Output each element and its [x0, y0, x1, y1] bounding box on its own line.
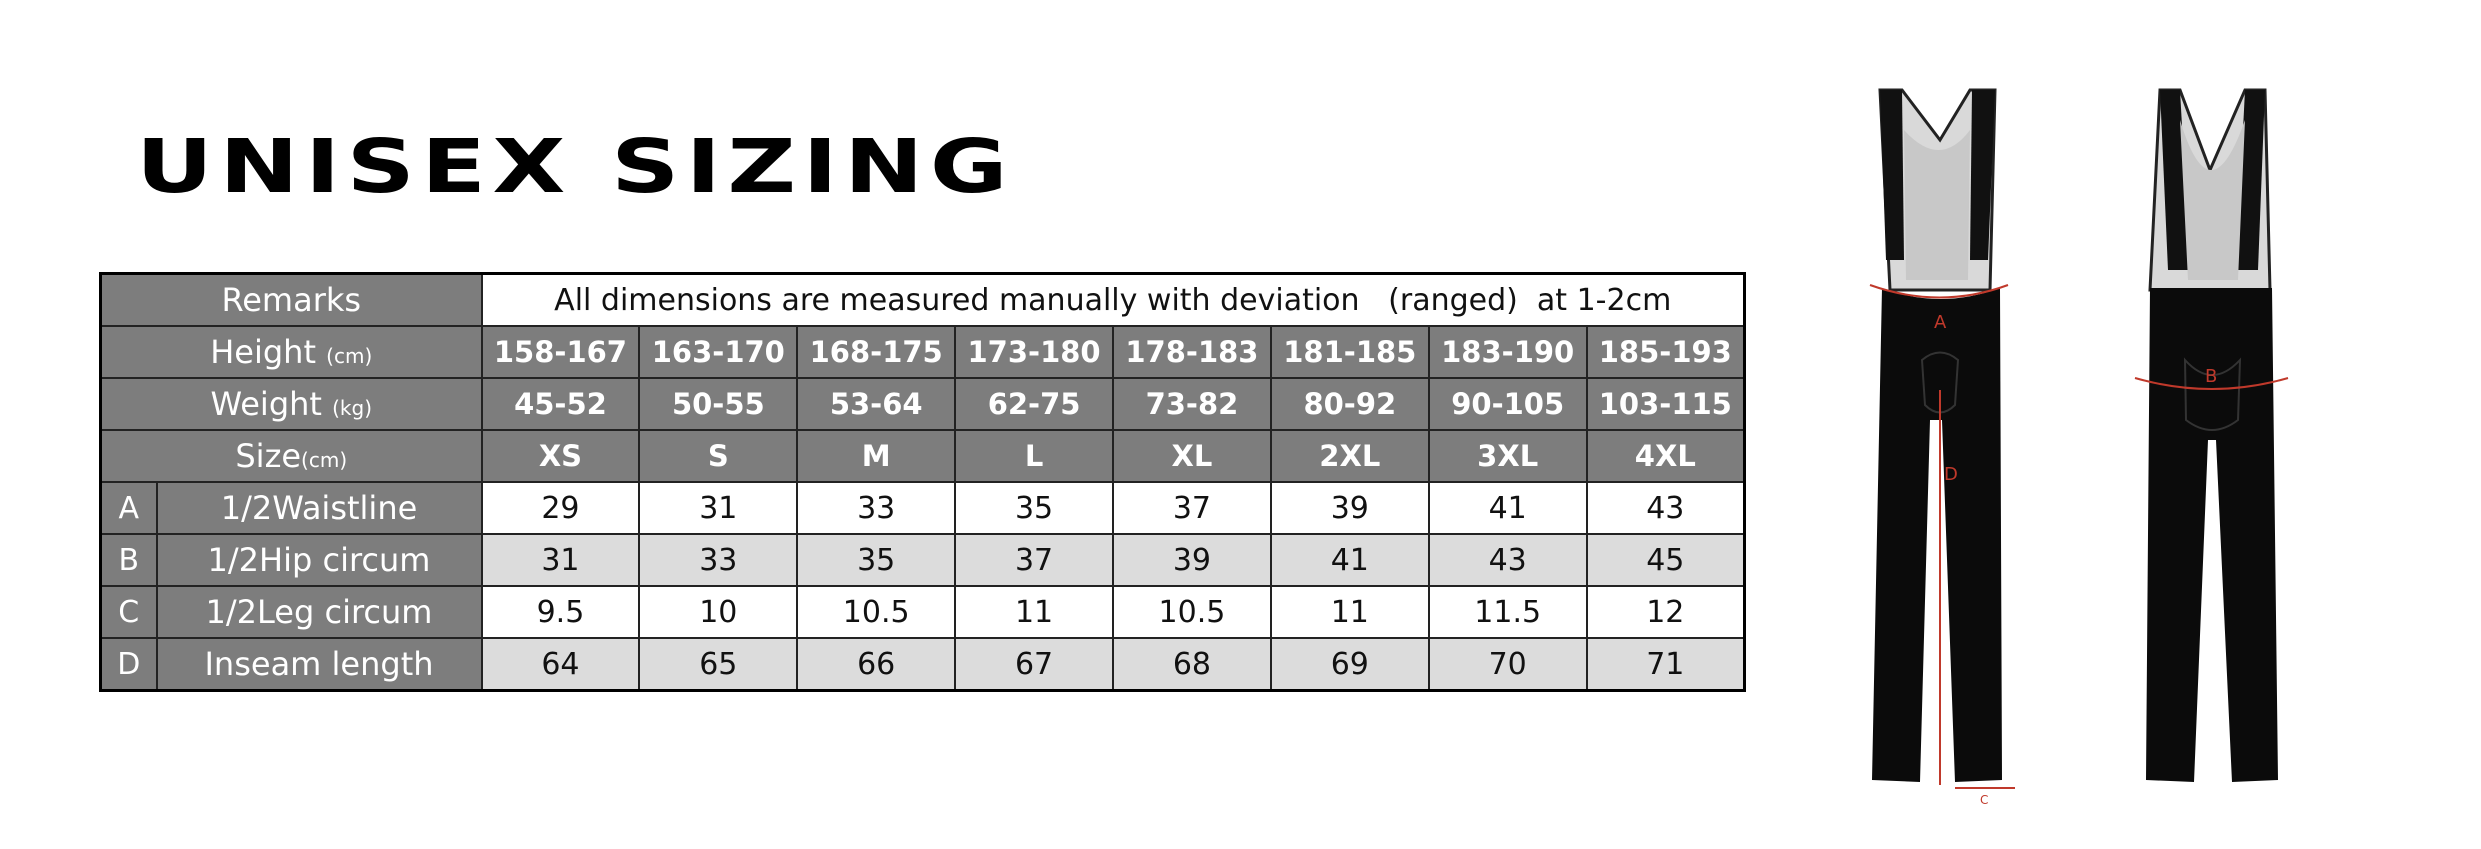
weight-label-cell: [101, 378, 482, 430]
table-cell: 70: [1429, 638, 1587, 691]
height-row: [101, 326, 1745, 378]
table-cell: 29: [482, 482, 640, 534]
table-cell: 33: [639, 534, 797, 586]
table-cell: 9.5: [482, 586, 640, 638]
table-cell: 31: [482, 534, 640, 586]
back-view-figure: [2146, 90, 2278, 782]
weight-value: 53-64: [797, 378, 955, 430]
table-cell: 31: [639, 482, 797, 534]
row-label: 1/2Waistline: [157, 482, 482, 534]
table-cell: 67: [955, 638, 1113, 691]
weight-value: 90-105: [1429, 378, 1587, 430]
table-cell: 12: [1587, 586, 1745, 638]
label-c: C: [1980, 793, 1989, 807]
row-label: 1/2Leg circum: [157, 586, 482, 638]
row-letter: C: [101, 586, 157, 638]
size-label: Size: [235, 437, 302, 475]
size-value: M: [797, 430, 955, 482]
remarks-text: All dimensions are measured manually with deviation (ranged) at 1-2cm: [482, 274, 1745, 327]
height-value: 168-175: [797, 326, 955, 378]
height-value: 173-180: [955, 326, 1113, 378]
table-cell: 43: [1587, 482, 1745, 534]
table-cell: 37: [1113, 482, 1271, 534]
table-cell: 68: [1113, 638, 1271, 691]
row-letter: B: [101, 534, 157, 586]
table-cell: 10.5: [1113, 586, 1271, 638]
height-label-cell: [101, 326, 482, 378]
size-value: 2XL: [1271, 430, 1429, 482]
weight-row: [101, 378, 1745, 430]
table-cell: 10.5: [797, 586, 955, 638]
size-value: 3XL: [1429, 430, 1587, 482]
row-letter: A: [101, 482, 157, 534]
row-letter: D: [101, 638, 157, 691]
height-value: 183-190: [1429, 326, 1587, 378]
row-label: 1/2Hip circum: [157, 534, 482, 586]
size-label-cell: [101, 430, 482, 482]
weight-value: 50-55: [639, 378, 797, 430]
weight-value: 45-52: [482, 378, 640, 430]
table-cell: 45: [1587, 534, 1745, 586]
table-cell: 39: [1271, 482, 1429, 534]
table-cell: 11: [1271, 586, 1429, 638]
table-cell: 69: [1271, 638, 1429, 691]
label-b: B: [2205, 366, 2218, 387]
size-value: XS: [482, 430, 640, 482]
size-value: S: [639, 430, 797, 482]
size-value: L: [955, 430, 1113, 482]
size-value: 4XL: [1587, 430, 1745, 482]
table-cell: 33: [797, 482, 955, 534]
measurement-row-d: [101, 638, 1745, 691]
height-value: 181-185: [1271, 326, 1429, 378]
weight-value: 103-115: [1587, 378, 1745, 430]
height-value: 178-183: [1113, 326, 1271, 378]
page-title: UNISEX SIZING: [136, 124, 1014, 210]
size-unit: (cm): [301, 448, 348, 472]
front-view-figure: [1872, 90, 2002, 782]
table-cell: 64: [482, 638, 640, 691]
table-cell: 71: [1587, 638, 1745, 691]
table-cell: 35: [797, 534, 955, 586]
size-row: [101, 430, 1745, 482]
table-cell: 10: [639, 586, 797, 638]
table-cell: 11.5: [1429, 586, 1587, 638]
table-cell: 66: [797, 638, 955, 691]
weight-label: Weight: [210, 385, 322, 423]
bib-tights-diagram: [1860, 60, 2380, 820]
label-a: A: [1934, 312, 1947, 333]
measurement-row-b: [101, 534, 1745, 586]
remarks-row: [101, 274, 1745, 327]
table-cell: 39: [1113, 534, 1271, 586]
remarks-label: Remarks: [101, 274, 482, 327]
height-value: 163-170: [639, 326, 797, 378]
table-cell: 41: [1429, 482, 1587, 534]
height-unit: (cm): [326, 344, 373, 368]
size-chart-table: [99, 272, 1746, 692]
table-cell: 43: [1429, 534, 1587, 586]
table-cell: 37: [955, 534, 1113, 586]
row-label: Inseam length: [157, 638, 482, 691]
measurement-row-a: [101, 482, 1745, 534]
height-value: 185-193: [1587, 326, 1745, 378]
measurement-row-c: [101, 586, 1745, 638]
table-cell: 65: [639, 638, 797, 691]
table-cell: 35: [955, 482, 1113, 534]
size-value: XL: [1113, 430, 1271, 482]
label-d: D: [1944, 464, 1958, 485]
table-cell: 41: [1271, 534, 1429, 586]
height-value: 158-167: [482, 326, 640, 378]
weight-value: 62-75: [955, 378, 1113, 430]
weight-unit: (kg): [332, 396, 373, 420]
weight-value: 80-92: [1271, 378, 1429, 430]
table-cell: 11: [955, 586, 1113, 638]
height-label: Height: [210, 333, 316, 371]
weight-value: 73-82: [1113, 378, 1271, 430]
